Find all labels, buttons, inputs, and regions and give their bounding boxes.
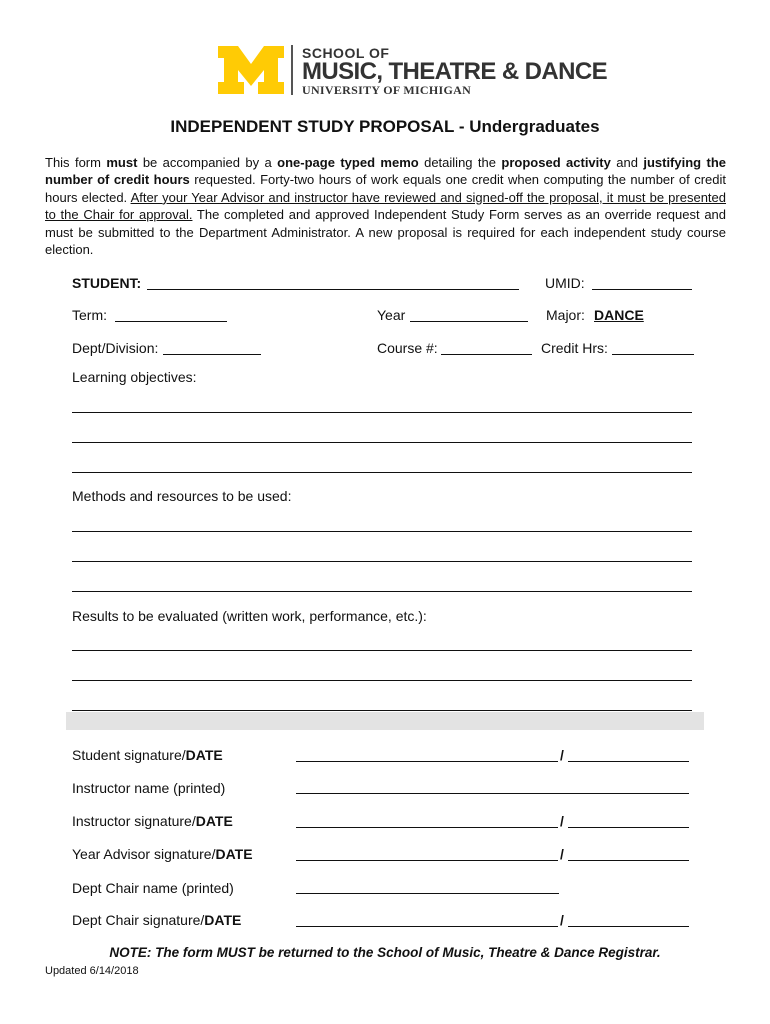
chair-name-field[interactable] [296, 893, 559, 894]
results-label: Results to be evaluated (written work, performance, etc.): [72, 608, 427, 624]
updated-date: Updated 6/14/2018 [45, 965, 139, 977]
chair-name-label: Dept Chair name (printed) [72, 880, 234, 896]
date-separator: / [560, 846, 564, 862]
dept-division-label: Dept/Division: [72, 340, 159, 356]
major-value: DANCE [594, 307, 644, 323]
dept-division-field[interactable] [163, 354, 261, 355]
instructor-signature-label: Instructor signature/DATE [72, 813, 233, 829]
advisor-date-field[interactable] [568, 860, 689, 861]
intro-paragraph: This form must be accompanied by a one-page typed memo detailing the proposed activity and justifying the number of credit hours requested. Forty-two hours of work equals one credit when computing the number of credit hours elected. After your Year Advisor and instructor have reviewed and signed-off the proposal, it must be presented to the Chair for approval. The completed and approved Independent Study Form serves as an override request and must be submitted to the Department Administrator. A new proposal is required for each independent study course election. [45, 155, 727, 258]
student-signature-field[interactable] [296, 761, 558, 762]
chair-date-field[interactable] [568, 926, 689, 927]
results-line[interactable] [72, 710, 692, 711]
objectives-line[interactable] [72, 442, 692, 443]
registrar-note: NOTE: The form MUST be returned to the School of Music, Theatre & Dance Registrar. [109, 945, 661, 960]
logo-university: UNIVERSITY OF MICHIGAN [302, 83, 472, 97]
credit-hours-label: Credit Hrs: [541, 340, 608, 356]
student-name-field[interactable] [147, 289, 519, 290]
year-field[interactable] [410, 321, 528, 322]
term-field[interactable] [115, 321, 227, 322]
methods-line[interactable] [72, 561, 692, 562]
objectives-line[interactable] [72, 472, 692, 473]
umid-field[interactable] [592, 289, 692, 290]
logo-school-name: MUSIC, THEATRE & DANCE [302, 58, 608, 85]
student-date-field[interactable] [568, 761, 689, 762]
objectives-label: Learning objectives: [72, 369, 197, 385]
major-label: Major: [546, 307, 585, 323]
date-separator: / [560, 813, 564, 829]
page-title: INDEPENDENT STUDY PROPOSAL - Undergraduates [170, 117, 600, 136]
umid-label: UMID: [545, 275, 585, 291]
methods-line[interactable] [72, 531, 692, 532]
block-m-icon [218, 46, 284, 94]
chair-signature-field[interactable] [296, 926, 558, 927]
results-line[interactable] [72, 680, 692, 681]
advisor-signature-label: Year Advisor signature/DATE [72, 846, 253, 862]
year-label: Year [377, 307, 406, 323]
date-separator: / [560, 747, 564, 763]
chair-signature-label: Dept Chair signature/DATE [72, 912, 242, 928]
advisor-signature-field[interactable] [296, 860, 558, 861]
course-number-label: Course #: [377, 340, 438, 356]
instructor-name-label: Instructor name (printed) [72, 780, 226, 796]
date-separator: / [560, 912, 564, 928]
results-line[interactable] [72, 650, 692, 651]
student-signature-label: Student signature/DATE [72, 747, 223, 763]
logo-divider [291, 45, 293, 95]
course-number-field[interactable] [441, 354, 532, 355]
student-label: STUDENT: [72, 275, 142, 291]
logo-school-of: SCHOOL OF [302, 45, 390, 61]
objectives-line[interactable] [72, 412, 692, 413]
credit-hours-field[interactable] [612, 354, 694, 355]
methods-line[interactable] [72, 591, 692, 592]
methods-label: Methods and resources to be used: [72, 488, 292, 504]
term-label: Term: [72, 307, 107, 323]
instructor-date-field[interactable] [568, 827, 689, 828]
shaded-separator [66, 712, 704, 730]
instructor-signature-field[interactable] [296, 827, 558, 828]
instructor-name-field[interactable] [296, 793, 689, 794]
